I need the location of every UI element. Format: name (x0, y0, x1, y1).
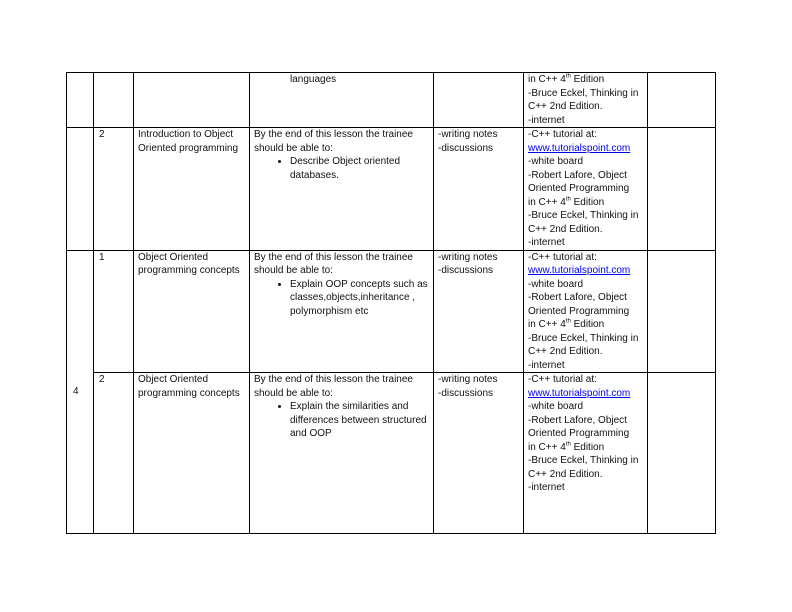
activity-item: -writing notes (438, 374, 498, 385)
resource-line: -Robert Lafore, Object (528, 169, 627, 181)
table-row (67, 250, 716, 373)
objective-intro: By the end of this lesson the trainee should be able to: (254, 129, 413, 154)
remarks-cell (648, 128, 716, 251)
resource-line: -internet (528, 482, 565, 493)
resource-line: -white board (528, 156, 584, 167)
edition-superscript: th (565, 73, 571, 80)
edition-suffix: Edition (570, 319, 605, 330)
edition-suffix: Edition (570, 441, 605, 453)
objective-list (254, 73, 429, 87)
objectives-cell (250, 128, 434, 251)
resource-line: in C++ 4 (528, 74, 566, 85)
objectives-cell (250, 73, 434, 128)
table-row (67, 373, 716, 534)
lesson-number: 2 (99, 374, 105, 385)
resource-edition-line (528, 73, 643, 87)
lesson-cell (94, 373, 134, 534)
objectives-cell (250, 250, 434, 373)
edition-superscript: th (565, 441, 571, 448)
edition-superscript: th (565, 318, 571, 325)
resource-line: in C++ 4 (528, 441, 566, 453)
objective-item: • Describe Object oriented databases. (290, 155, 429, 182)
remarks-cell (648, 73, 716, 128)
table-row (67, 128, 716, 251)
resource-line: -Bruce Eckel, Thinking in (528, 210, 639, 221)
tutorial-link[interactable]: www.tutorialspoint.com (528, 387, 631, 399)
topic-text: Object Oriented programming concepts (138, 251, 240, 276)
table-row (67, 73, 716, 128)
topic-cell (134, 128, 250, 251)
remarks-cell (648, 250, 716, 373)
objective-list (254, 278, 429, 319)
topic-text: Object Oriented programming concepts (138, 374, 240, 399)
resources-cell (524, 373, 648, 534)
activity-item: -writing notes (438, 129, 498, 140)
topic-cell (134, 73, 250, 128)
resource-line: -C++ tutorial at: (528, 374, 597, 385)
week-cell (67, 73, 94, 128)
resource-line: C++ 2nd Edition. (528, 346, 603, 357)
resource-edition-line (528, 441, 643, 455)
activities-cell (434, 373, 524, 534)
objective-item: languages (290, 74, 337, 85)
resources-cell (524, 250, 648, 373)
lesson-number: 1 (99, 251, 105, 263)
tutorial-link[interactable]: www.tutorialspoint.com (528, 142, 631, 154)
resource-edition-line (528, 318, 643, 332)
topic-text: Introduction to Object Oriented programming (138, 129, 239, 154)
resource-line: -internet (528, 237, 565, 248)
remarks-cell (648, 373, 716, 534)
resource-line: C++ 2nd Edition. (528, 101, 603, 112)
objective-item: • Explain OOP concepts such as classes,objects,inheritance , polymorphism etc (290, 278, 429, 319)
activity-item: -discussions (438, 142, 494, 154)
lesson-cell (94, 250, 134, 373)
week-cell (67, 250, 94, 534)
activities-cell (434, 250, 524, 373)
resource-line: in C++ 4 (528, 196, 566, 208)
tutorial-link[interactable]: www.tutorialspoint.com (528, 265, 631, 276)
activity-item: -discussions (438, 265, 494, 276)
activity-item: -discussions (438, 387, 494, 399)
scheme-of-work-table (66, 72, 716, 534)
resource-edition-line (528, 196, 643, 210)
edition-suffix: Edition (570, 196, 605, 208)
lesson-cell (94, 73, 134, 128)
resource-line: -Robert Lafore, Object (528, 414, 627, 426)
activities-cell (434, 128, 524, 251)
resources-cell (524, 128, 648, 251)
week-number: 4 (73, 386, 79, 397)
topic-cell (134, 373, 250, 534)
resource-line: -white board (528, 278, 584, 290)
resource-line: Oriented Programming (528, 183, 630, 194)
resource-line: Oriented Programming (528, 305, 630, 317)
activity-item: -writing notes (438, 251, 498, 263)
lesson-number: 2 (99, 129, 105, 140)
resource-line: -internet (528, 359, 565, 371)
edition-superscript: th (565, 196, 571, 203)
objective-intro: By the end of this lesson the trainee should be able to: (254, 251, 413, 276)
objective-intro: By the end of this lesson the trainee should be able to: (254, 374, 413, 399)
objective-list (254, 155, 429, 182)
objectives-cell (250, 373, 434, 534)
objective-list (254, 400, 429, 441)
resource-line: -Bruce Eckel, Thinking in (528, 455, 639, 466)
resource-line: Oriented Programming (528, 428, 630, 439)
resource-line: -C++ tutorial at: (528, 129, 597, 140)
resource-line: -Bruce Eckel, Thinking in (528, 332, 639, 344)
resources-cell (524, 73, 648, 128)
resource-line: C++ 2nd Edition. (528, 468, 603, 480)
activities-cell (434, 73, 524, 128)
resource-line: -Robert Lafore, Object (528, 292, 627, 303)
resource-line: in C++ 4 (528, 319, 566, 330)
edition-suffix: Edition (570, 74, 605, 85)
objective-item: • Explain the similarities and differences between structured and OOP (290, 400, 429, 441)
resource-line: -C++ tutorial at: (528, 251, 597, 263)
resource-line: -Bruce Eckel, Thinking in (528, 87, 639, 99)
topic-cell (134, 250, 250, 373)
week-cell (67, 128, 94, 251)
resource-line: -internet (528, 114, 565, 126)
resource-line: C++ 2nd Edition. (528, 223, 603, 235)
resource-line: -white board (528, 401, 584, 412)
lesson-cell (94, 128, 134, 251)
